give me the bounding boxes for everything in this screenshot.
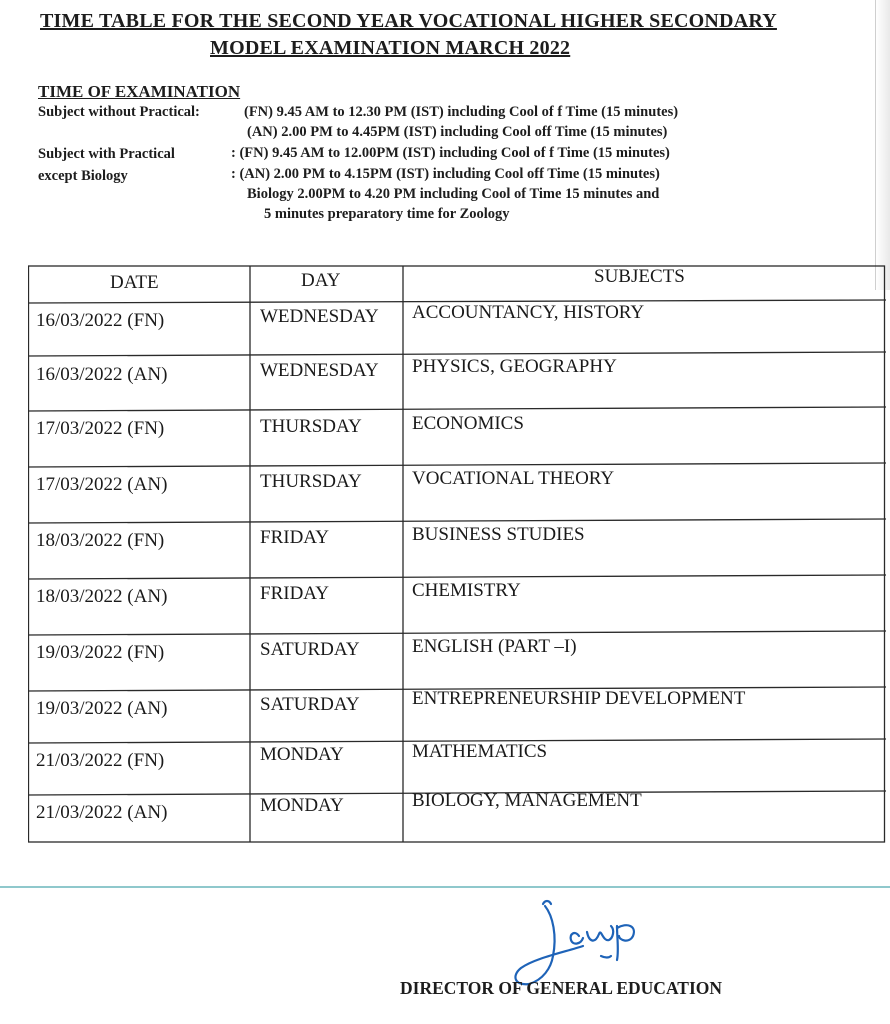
time-zoology-prep: 5 minutes preparatory time for Zoology [264,206,510,222]
row-day: FRIDAY [260,527,329,548]
row-subjects: PHYSICS, GEOGRAPHY [412,356,617,377]
row-date: 21/03/2022 (AN) [36,802,168,823]
row-date: 21/03/2022 (FN) [36,750,165,771]
row-date: 19/03/2022 (FN) [36,642,165,663]
row-date: 18/03/2022 (AN) [36,586,168,607]
row-day: MONDAY [260,795,344,816]
row-day: SATURDAY [260,639,360,660]
time-fn-without-practical: (FN) 9.45 AM to 12.30 PM (IST) including Cool of f Time (15 minutes) [244,104,679,120]
row-day: WEDNESDAY [260,360,379,381]
document-title: TIME TABLE FOR THE SECOND YEAR VOCATIONAL HIGHER SECONDARY [40,10,777,32]
row-subjects: BUSINESS STUDIES [412,524,585,545]
row-date: 16/03/2022 (AN) [36,364,168,385]
time-label-except-biology: except Biology [38,168,128,184]
time-biology: Biology 2.00PM to 4.20 PM including Cool of Time 15 minutes and [247,186,660,202]
row-subjects: BIOLOGY, MANAGEMENT [412,790,642,811]
row-day: SATURDAY [260,694,360,715]
document-subtitle: MODEL EXAMINATION MARCH 2022 [210,37,571,59]
row-subjects: MATHEMATICS [412,741,548,762]
exam-timetable [28,258,886,843]
row-subjects: ENTREPRENEURSHIP DEVELOPMENT [412,688,746,709]
footer-divider [0,886,890,888]
time-an-without-practical: (AN) 2.00 PM to 4.45PM (IST) including Cool off Time (15 minutes) [247,124,668,140]
time-of-exam-heading: TIME OF EXAMINATION [38,82,241,101]
header-date: DATE [110,272,159,293]
row-subjects: VOCATIONAL THEORY [412,468,615,489]
row-day: FRIDAY [260,583,329,604]
row-day: THURSDAY [260,416,362,437]
scan-page-edge [875,0,890,290]
row-subjects: ENGLISH (PART –I) [412,636,577,657]
header-subjects: SUBJECTS [594,266,685,287]
row-date: 17/03/2022 (AN) [36,474,168,495]
header-day: DAY [301,270,341,291]
director-of-general-education: DIRECTOR OF GENERAL EDUCATION [400,978,723,998]
row-date: 17/03/2022 (FN) [36,418,165,439]
time-label-with-practical: Subject with Practical [38,146,175,162]
row-subjects: ACCOUNTANCY, HISTORY [412,302,645,323]
row-date: 16/03/2022 (FN) [36,310,165,331]
row-date: 18/03/2022 (FN) [36,530,165,551]
time-an-with-practical: : (AN) 2.00 PM to 4.15PM (IST) including Cool off Time (15 minutes) [231,166,660,182]
time-label-without-practical: Subject without Practical: [38,104,200,120]
row-day: MONDAY [260,744,344,765]
row-subjects: ECONOMICS [412,413,524,434]
row-date: 19/03/2022 (AN) [36,698,168,719]
row-day: THURSDAY [260,471,362,492]
row-day: WEDNESDAY [260,306,379,327]
row-subjects: CHEMISTRY [412,580,521,601]
time-fn-with-practical: : (FN) 9.45 AM to 12.00PM (IST) including Cool of f Time (15 minutes) [231,145,670,161]
